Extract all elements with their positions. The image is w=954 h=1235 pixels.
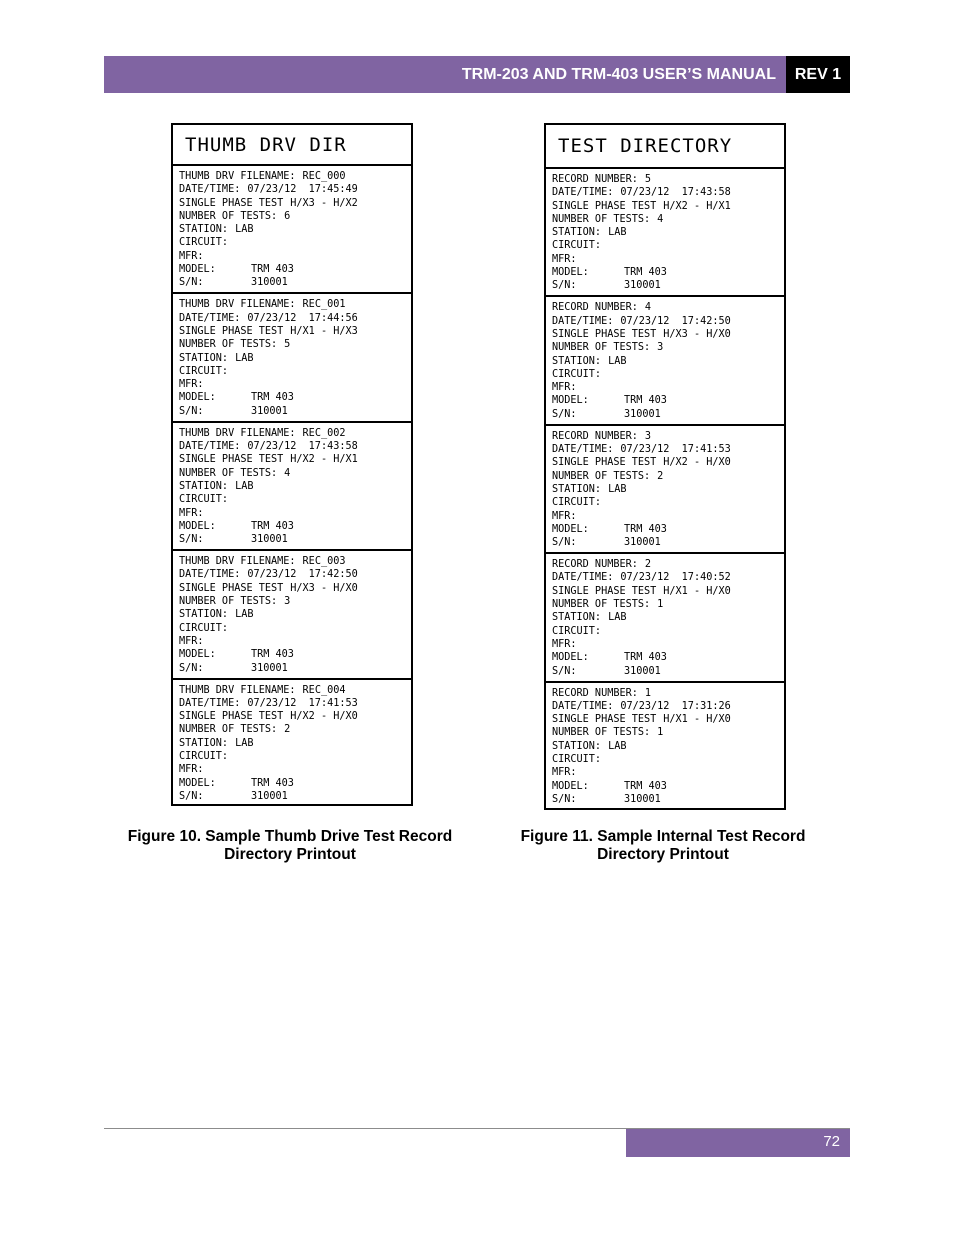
record-field-value: 1 xyxy=(644,687,652,699)
record-line xyxy=(552,368,784,381)
record-field-value: 07/23/12 17:43:58 xyxy=(620,187,731,199)
test-record xyxy=(546,426,784,554)
record-field-value xyxy=(204,507,211,520)
record-field-value: 310001 xyxy=(251,662,288,674)
record-list xyxy=(173,166,411,808)
record-line xyxy=(179,325,411,338)
test-record xyxy=(546,169,784,297)
record-field-label: MODEL: xyxy=(179,264,216,276)
record-line xyxy=(179,183,411,196)
record-field-label: STATION: xyxy=(179,737,229,749)
record-field-label: STATION: xyxy=(179,352,229,364)
record-field-value: 5 xyxy=(284,339,291,351)
record-field-value: 1 xyxy=(657,727,664,739)
record-field-value: 3 xyxy=(284,596,291,608)
record-field-value: 07/23/12 17:45:49 xyxy=(247,184,358,196)
record-line xyxy=(179,223,411,236)
record-line xyxy=(552,355,784,368)
record-field-value: 1 xyxy=(657,599,664,611)
record-line xyxy=(179,493,411,506)
record-field-value: 5 xyxy=(644,174,652,185)
record-field-label: MFR: xyxy=(552,510,577,522)
record-line xyxy=(552,341,784,354)
record-field-value: REC_001 xyxy=(302,299,346,311)
record-field-label: SINGLE PHASE TEST xyxy=(552,457,657,469)
record-line xyxy=(179,790,411,803)
record-field-label: S/N: xyxy=(552,280,577,292)
record-field-value: REC_004 xyxy=(302,684,346,696)
record-field-label: THUMB DRV FILENAME: xyxy=(179,299,296,311)
record-line xyxy=(179,568,411,581)
record-field-value: TRM 403 xyxy=(251,264,294,276)
record-field-label: MFR: xyxy=(179,764,204,776)
record-field-label: MFR: xyxy=(179,379,204,391)
record-field-label: DATE/TIME: xyxy=(552,700,614,712)
record-line xyxy=(552,381,784,394)
record-field-value: 3 xyxy=(644,430,652,442)
record-field-value: LAB xyxy=(608,483,627,495)
record-field-value: TRM 403 xyxy=(251,520,294,532)
record-line xyxy=(179,520,411,533)
record-line xyxy=(552,443,784,456)
record-field-value xyxy=(204,250,211,263)
record-line xyxy=(179,750,411,763)
record-field-label: CIRCUIT: xyxy=(552,497,602,509)
record-line xyxy=(179,737,411,750)
record-field-value: 4 xyxy=(644,302,652,314)
record-field-label: THUMB DRV FILENAME: xyxy=(179,556,296,568)
test-record xyxy=(546,297,784,425)
record-field-value: REC_002 xyxy=(302,427,346,439)
record-field-value xyxy=(577,381,584,394)
record-field-value: 310001 xyxy=(624,537,661,549)
manual-title: TRM-203 AND TRM-403 USER’S MANUAL xyxy=(461,66,776,83)
record-field-label: DATE/TIME: xyxy=(179,184,241,196)
record-field-label: THUMB DRV FILENAME: xyxy=(179,684,296,696)
record-field-label: NUMBER OF TESTS: xyxy=(552,470,651,482)
record-field-label: CIRCUIT: xyxy=(179,365,229,377)
record-field-label: STATION: xyxy=(552,612,602,624)
record-field-label: MFR: xyxy=(179,250,204,262)
record-field-value: H/X1 - H/X0 xyxy=(663,714,731,726)
record-field-value: 07/23/12 17:31:26 xyxy=(620,700,731,712)
record-line xyxy=(552,408,784,421)
record-line xyxy=(552,651,784,664)
record-field-value: LAB xyxy=(608,227,627,239)
record-field-value: 07/23/12 17:42:50 xyxy=(620,315,731,327)
record-line xyxy=(179,622,411,635)
record-field-value: 310001 xyxy=(624,793,661,805)
record-field-value: 07/23/12 17:44:56 xyxy=(247,312,358,324)
record-field-label: DATE/TIME: xyxy=(552,444,614,456)
record-line xyxy=(179,197,411,210)
record-line xyxy=(179,648,411,661)
record-line xyxy=(552,753,784,766)
caption-line: Figure 11. Sample Internal Test Record xyxy=(520,828,806,845)
record-field-label: S/N: xyxy=(179,277,204,289)
record-field-value: H/X2 - H/X0 xyxy=(290,711,358,723)
record-field-value: TRM 403 xyxy=(251,777,294,789)
record-line xyxy=(179,170,411,183)
record-field-value: 3 xyxy=(657,342,664,354)
record-field-label: NUMBER OF TESTS: xyxy=(179,339,278,351)
record-field-label: MODEL: xyxy=(552,523,589,535)
record-field-label: CIRCUIT: xyxy=(179,751,229,763)
record-line xyxy=(179,338,411,351)
record-field-label: MFR: xyxy=(179,507,204,519)
record-field-value xyxy=(601,753,608,766)
record-field-value: H/X3 - H/X2 xyxy=(290,197,358,209)
record-field-label: THUMB DRV FILENAME: xyxy=(179,171,296,182)
record-line xyxy=(552,315,784,328)
printout-title: THUMB DRV DIR xyxy=(173,125,411,166)
record-field-value: 310001 xyxy=(251,277,288,289)
record-line xyxy=(179,467,411,480)
record-field-value: H/X2 - H/X1 xyxy=(663,200,731,212)
record-field-label: THUMB DRV FILENAME: xyxy=(179,427,296,439)
record-field-value: TRM 403 xyxy=(624,395,667,407)
record-line xyxy=(552,253,784,266)
record-line xyxy=(179,635,411,648)
record-line xyxy=(179,480,411,493)
record-field-value: LAB xyxy=(235,609,254,621)
record-line xyxy=(552,558,784,571)
record-line xyxy=(552,496,784,509)
record-field-value xyxy=(228,622,235,635)
record-field-value xyxy=(577,638,584,651)
record-field-label: STATION: xyxy=(552,483,602,495)
record-field-value: 07/23/12 17:40:52 xyxy=(620,572,731,584)
record-field-label: SINGLE PHASE TEST xyxy=(179,711,284,723)
record-field-label: CIRCUIT: xyxy=(179,237,229,249)
record-line xyxy=(552,456,784,469)
caption-line: Figure 10. Sample Thumb Drive Test Record xyxy=(127,828,453,845)
record-line xyxy=(552,740,784,753)
record-field-label: SINGLE PHASE TEST xyxy=(179,197,284,209)
record-field-value: 2 xyxy=(284,724,291,736)
record-field-value: TRM 403 xyxy=(251,649,294,661)
record-field-value xyxy=(601,625,608,638)
record-field-label: S/N: xyxy=(179,662,204,674)
record-field-value: LAB xyxy=(608,740,627,752)
record-line xyxy=(552,510,784,523)
record-field-label: DATE/TIME: xyxy=(552,187,614,199)
record-line xyxy=(552,483,784,496)
caption-line: Directory Printout xyxy=(597,846,729,863)
record-field-value: TRM 403 xyxy=(624,652,667,664)
record-line xyxy=(179,453,411,466)
record-field-value: 4 xyxy=(284,467,291,479)
record-field-label: MODEL: xyxy=(552,652,589,664)
record-field-label: DATE/TIME: xyxy=(179,312,241,324)
record-field-value: H/X3 - H/X0 xyxy=(663,328,731,340)
record-field-label: STATION: xyxy=(552,227,602,239)
page-number: 72 xyxy=(823,1133,840,1150)
record-field-label: DATE/TIME: xyxy=(552,572,614,584)
record-line xyxy=(179,662,411,675)
record-line xyxy=(552,536,784,549)
record-field-value xyxy=(204,635,211,648)
record-field-label: NUMBER OF TESTS: xyxy=(552,342,651,354)
record-field-value: 2 xyxy=(657,470,664,482)
record-field-value: TRM 403 xyxy=(624,523,667,535)
figure-11-caption xyxy=(488,828,838,864)
record-line xyxy=(552,266,784,279)
record-line xyxy=(179,405,411,418)
footer-bar xyxy=(626,1129,850,1157)
record-field-value: H/X3 - H/X0 xyxy=(290,582,358,594)
record-line xyxy=(179,365,411,378)
record-field-value: H/X2 - H/X0 xyxy=(663,457,731,469)
record-line xyxy=(179,697,411,710)
record-field-value: 310001 xyxy=(251,790,288,802)
record-line xyxy=(179,378,411,391)
record-field-label: MODEL: xyxy=(179,777,216,789)
record-line xyxy=(179,298,411,311)
record-line xyxy=(179,276,411,289)
record-field-value: 07/23/12 17:43:58 xyxy=(247,441,358,453)
record-line xyxy=(552,598,784,611)
record-line xyxy=(179,777,411,790)
record-line xyxy=(552,186,784,199)
record-line xyxy=(552,523,784,536)
record-field-value: 310001 xyxy=(624,280,661,292)
record-line xyxy=(179,710,411,723)
test-record xyxy=(546,683,784,811)
record-line xyxy=(552,200,784,213)
record-field-label: S/N: xyxy=(552,793,577,805)
header-bar xyxy=(104,56,786,93)
record-line xyxy=(179,595,411,608)
record-field-value xyxy=(577,253,584,266)
record-field-value: LAB xyxy=(608,612,627,624)
record-field-value: LAB xyxy=(235,480,254,492)
record-field-label: S/N: xyxy=(179,534,204,546)
record-line xyxy=(552,430,784,443)
record-line xyxy=(179,684,411,697)
record-field-label: STATION: xyxy=(552,355,602,367)
record-field-label: SINGLE PHASE TEST xyxy=(179,454,284,466)
record-field-value xyxy=(204,763,211,776)
record-field-label: SINGLE PHASE TEST xyxy=(179,325,284,337)
caption-line: Directory Printout xyxy=(224,846,356,863)
record-field-label: S/N: xyxy=(552,408,577,420)
record-field-label: STATION: xyxy=(179,224,229,236)
record-field-label: CIRCUIT: xyxy=(552,754,602,766)
record-field-value: REC_003 xyxy=(302,556,346,568)
record-line xyxy=(179,427,411,440)
record-line xyxy=(179,763,411,776)
record-line xyxy=(552,700,784,713)
record-field-label: NUMBER OF TESTS: xyxy=(552,727,651,739)
record-field-label: DATE/TIME: xyxy=(179,441,241,453)
revision-badge: REV 1 xyxy=(786,56,850,93)
record-field-value: 07/23/12 17:42:50 xyxy=(247,569,358,581)
record-field-label: CIRCUIT: xyxy=(552,240,602,252)
record-list xyxy=(546,169,784,811)
record-field-value xyxy=(228,236,235,249)
record-field-value: 310001 xyxy=(251,534,288,546)
record-field-label: MFR: xyxy=(179,635,204,647)
record-line xyxy=(552,328,784,341)
record-field-value xyxy=(601,239,608,252)
record-field-value xyxy=(577,510,584,523)
record-field-label: NUMBER OF TESTS: xyxy=(179,467,278,479)
test-record xyxy=(173,294,411,422)
record-line xyxy=(179,608,411,621)
record-line xyxy=(179,250,411,263)
record-line xyxy=(552,638,784,651)
record-field-value: LAB xyxy=(235,737,254,749)
record-field-label: NUMBER OF TESTS: xyxy=(179,210,278,222)
record-line xyxy=(552,793,784,806)
record-field-label: SINGLE PHASE TEST xyxy=(552,585,657,597)
record-field-label: SINGLE PHASE TEST xyxy=(552,200,657,212)
record-field-label: CIRCUIT: xyxy=(552,368,602,380)
record-field-label: MFR: xyxy=(552,638,577,650)
record-line xyxy=(552,239,784,252)
record-field-value xyxy=(228,493,235,506)
record-line xyxy=(552,687,784,700)
test-record xyxy=(173,423,411,551)
record-field-label: CIRCUIT: xyxy=(552,625,602,637)
record-line xyxy=(552,279,784,292)
record-line xyxy=(552,766,784,779)
record-field-value: LAB xyxy=(235,352,254,364)
record-field-label: S/N: xyxy=(552,665,577,677)
record-field-label: DATE/TIME: xyxy=(552,315,614,327)
record-field-value: H/X1 - H/X3 xyxy=(290,325,358,337)
record-line xyxy=(179,312,411,325)
record-field-value: H/X2 - H/X1 xyxy=(290,454,358,466)
record-field-value: LAB xyxy=(235,224,254,236)
thumb-drive-directory-printout xyxy=(171,123,413,806)
record-field-value: TRM 403 xyxy=(624,267,667,279)
record-field-label: SINGLE PHASE TEST xyxy=(552,328,657,340)
record-field-label: NUMBER OF TESTS: xyxy=(179,596,278,608)
record-line xyxy=(552,173,784,186)
record-field-value: 310001 xyxy=(251,405,288,417)
record-line xyxy=(552,213,784,226)
record-field-label: STATION: xyxy=(179,609,229,621)
figure-10-caption xyxy=(110,828,470,864)
record-field-value xyxy=(204,378,211,391)
record-field-value: 6 xyxy=(284,210,291,222)
record-field-value: 310001 xyxy=(624,665,661,677)
record-line xyxy=(179,555,411,568)
record-field-label: S/N: xyxy=(179,405,204,417)
record-field-value: H/X1 - H/X0 xyxy=(663,585,731,597)
record-field-label: MFR: xyxy=(552,253,577,265)
record-line xyxy=(179,263,411,276)
test-record xyxy=(173,680,411,808)
record-line xyxy=(179,507,411,520)
record-line xyxy=(179,391,411,404)
record-field-label: MODEL: xyxy=(552,267,589,279)
record-field-label: RECORD NUMBER: xyxy=(552,559,638,571)
record-field-value: 4 xyxy=(657,213,664,225)
record-field-value: 310001 xyxy=(624,408,661,420)
record-field-label: STATION: xyxy=(552,740,602,752)
record-field-value xyxy=(577,766,584,779)
record-line xyxy=(179,236,411,249)
record-field-label: MODEL: xyxy=(552,395,589,407)
record-line xyxy=(552,665,784,678)
record-field-label: NUMBER OF TESTS: xyxy=(552,599,651,611)
record-line xyxy=(552,301,784,314)
record-field-label: CIRCUIT: xyxy=(179,622,229,634)
record-field-value: TRM 403 xyxy=(251,392,294,404)
record-field-value: 07/23/12 17:41:53 xyxy=(620,444,731,456)
record-field-label: MFR: xyxy=(552,382,577,394)
record-line xyxy=(179,352,411,365)
record-field-value xyxy=(228,750,235,763)
record-line xyxy=(552,611,784,624)
record-field-label: DATE/TIME: xyxy=(179,697,241,709)
record-field-label: S/N: xyxy=(552,537,577,549)
record-line xyxy=(552,780,784,793)
record-line xyxy=(552,726,784,739)
test-record xyxy=(173,551,411,679)
record-field-label: S/N: xyxy=(179,790,204,802)
record-field-label: STATION: xyxy=(179,480,229,492)
record-field-label: MODEL: xyxy=(179,520,216,532)
record-field-value: LAB xyxy=(608,355,627,367)
printout-title: TEST DIRECTORY xyxy=(546,125,784,169)
record-field-label: RECORD NUMBER: xyxy=(552,687,638,699)
test-record xyxy=(546,554,784,682)
record-field-label: RECORD NUMBER: xyxy=(552,430,638,442)
record-field-value: TRM 403 xyxy=(624,780,667,792)
record-field-label: DATE/TIME: xyxy=(179,569,241,581)
record-field-label: RECORD NUMBER: xyxy=(552,302,638,314)
record-field-value: REC_000 xyxy=(302,171,346,182)
record-field-label: RECORD NUMBER: xyxy=(552,174,638,185)
record-field-value: 2 xyxy=(644,559,652,571)
record-line xyxy=(552,713,784,726)
record-field-label: MODEL: xyxy=(552,780,589,792)
record-field-value xyxy=(228,365,235,378)
record-field-label: NUMBER OF TESTS: xyxy=(552,213,651,225)
record-field-label: SINGLE PHASE TEST xyxy=(179,582,284,594)
record-line xyxy=(552,571,784,584)
record-field-value: 07/23/12 17:41:53 xyxy=(247,697,358,709)
record-field-label: MODEL: xyxy=(179,649,216,661)
record-field-label: CIRCUIT: xyxy=(179,494,229,506)
record-line xyxy=(552,585,784,598)
record-line xyxy=(552,394,784,407)
record-field-label: MODEL: xyxy=(179,392,216,404)
record-line xyxy=(552,226,784,239)
test-record xyxy=(173,166,411,294)
record-line xyxy=(179,723,411,736)
record-line xyxy=(179,210,411,223)
record-field-value xyxy=(601,496,608,509)
record-field-label: NUMBER OF TESTS: xyxy=(179,724,278,736)
record-line xyxy=(179,533,411,546)
record-line xyxy=(179,582,411,595)
record-field-label: MFR: xyxy=(552,767,577,779)
record-field-label: SINGLE PHASE TEST xyxy=(552,714,657,726)
record-field-value xyxy=(601,368,608,381)
record-line xyxy=(552,625,784,638)
record-line xyxy=(552,470,784,483)
test-directory-printout xyxy=(544,123,786,810)
record-line xyxy=(179,440,411,453)
